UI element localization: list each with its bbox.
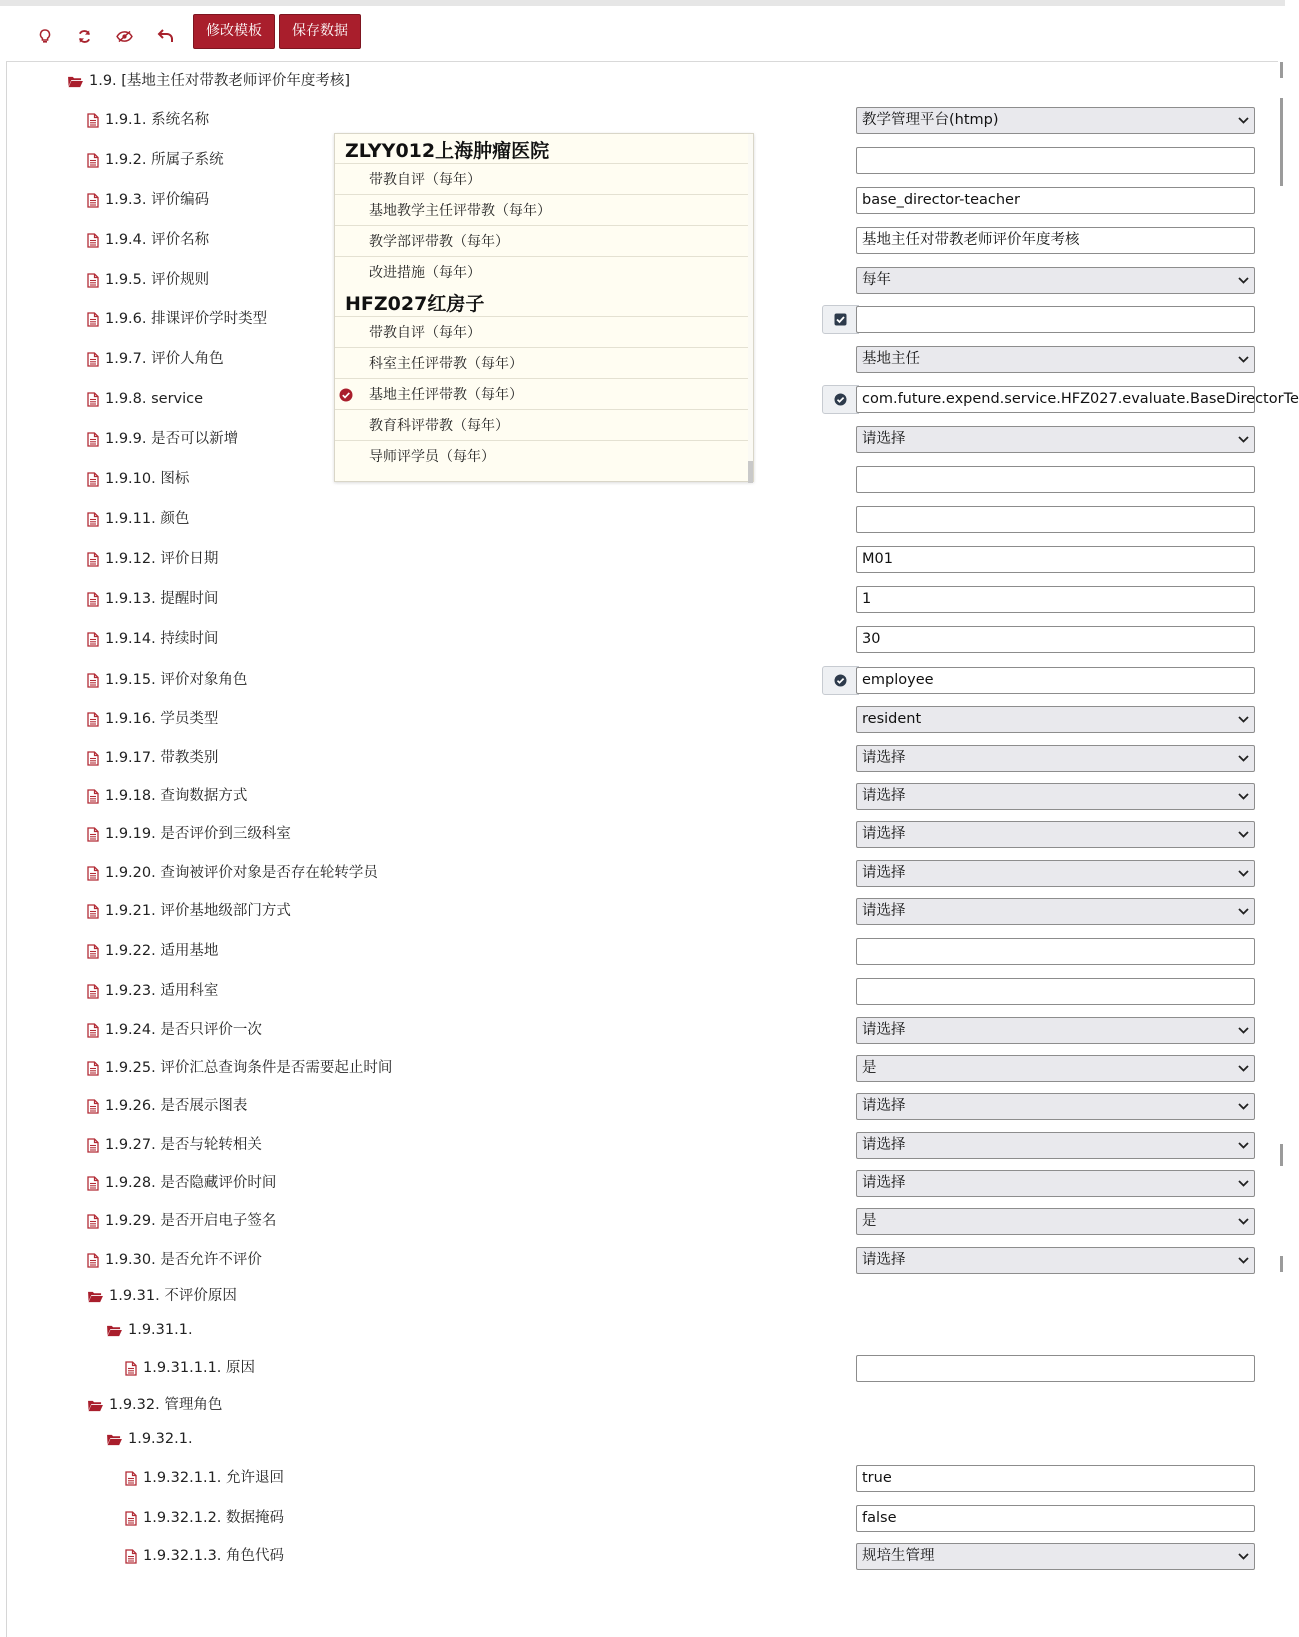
input-value: 基地主任对带教老师评价年度考核 (862, 232, 1080, 248)
field-input[interactable] (856, 227, 1255, 254)
folder-open-icon (106, 1324, 123, 1337)
field-label (87, 1244, 262, 1276)
file-icon (87, 789, 99, 804)
chevron-down-icon (1238, 355, 1249, 364)
field-label-text: 1.9.30. 是否允许不评价 (105, 1252, 262, 1268)
field-label (87, 583, 218, 615)
chevron-down-icon (1238, 869, 1249, 878)
dropdown-option[interactable] (335, 378, 750, 410)
dropdown-option-label: 教育科评带教（每年） (369, 418, 509, 434)
tree-root-text: 1.9. [基地主任对带教老师评价年度考核] (89, 73, 351, 89)
input-value: 30 (862, 631, 881, 647)
field-label (87, 343, 224, 375)
field-label-text: 1.9.7. 评价人角色 (105, 351, 224, 367)
field-input[interactable] (856, 386, 1299, 413)
chevron-down-icon (1238, 1026, 1249, 1035)
field-label (87, 1052, 392, 1084)
file-icon (87, 673, 99, 688)
field-input[interactable] (856, 978, 1255, 1005)
field-select[interactable] (856, 1055, 1255, 1082)
field-label (87, 1280, 237, 1312)
file-icon (125, 1471, 137, 1486)
file-icon (125, 1361, 137, 1376)
field-label (106, 1314, 193, 1346)
field-label (87, 1129, 262, 1161)
file-icon (87, 1061, 99, 1076)
field-select[interactable] (856, 898, 1255, 925)
field-label-text: 1.9.25. 评价汇总查询条件是否需要起止时间 (105, 1060, 393, 1076)
field-label (87, 503, 189, 535)
select-value: 请选择 (862, 826, 906, 842)
file-icon (87, 827, 99, 842)
check-circle-icon (339, 388, 353, 402)
tree-field-row (7, 1129, 1279, 1161)
file-icon (87, 312, 99, 327)
tree-field-row (7, 1052, 1279, 1084)
tree-field-row (7, 1502, 1279, 1534)
file-icon (87, 632, 99, 647)
dropdown-option[interactable] (335, 256, 750, 288)
field-select[interactable] (856, 267, 1255, 294)
folder-open-icon (67, 75, 84, 88)
dropdown-option[interactable] (335, 409, 750, 441)
dropdown-option[interactable] (335, 347, 750, 379)
field-input[interactable] (856, 626, 1255, 653)
input-value: M01 (862, 551, 893, 567)
tree-field-row (7, 1014, 1279, 1046)
select-value: 规培生管理 (862, 1548, 935, 1564)
tree-folder-row[interactable] (7, 1280, 1279, 1312)
chevron-down-icon (1238, 830, 1249, 839)
dropdown-group-title: HFZ027红房子 (345, 293, 485, 315)
field-select[interactable] (856, 1017, 1255, 1044)
tree-field-row (7, 1090, 1279, 1122)
field-label-text: 1.9.26. 是否展示图表 (105, 1098, 248, 1114)
file-icon (87, 233, 99, 248)
field-label (87, 224, 209, 256)
select-value: 教学管理平台(htmp) (862, 112, 999, 128)
folder-open-icon (87, 1399, 104, 1412)
tree-field-row (7, 935, 1279, 967)
field-label (87, 895, 291, 927)
field-label (87, 935, 218, 967)
field-label (87, 423, 238, 455)
tree-field-row (7, 703, 1279, 735)
tree-field-row (7, 975, 1279, 1007)
chevron-down-icon (1238, 792, 1249, 801)
select-value: 请选择 (862, 750, 906, 766)
dropdown-option-label: 带教自评（每年） (369, 172, 481, 188)
tree-field-row (7, 583, 1279, 615)
file-icon (87, 1099, 99, 1114)
page-scrollbar[interactable] (1278, 62, 1285, 1637)
field-label (125, 1462, 284, 1494)
field-label (87, 144, 224, 176)
field-label (87, 104, 209, 136)
field-input[interactable] (856, 306, 1255, 333)
field-label (87, 1205, 276, 1237)
dropdown-option[interactable] (335, 440, 750, 472)
chevron-down-icon (1238, 435, 1249, 444)
field-select[interactable] (856, 745, 1255, 772)
check-circle-icon[interactable] (822, 385, 859, 414)
chevron-down-icon (1238, 1141, 1249, 1150)
field-input[interactable] (856, 466, 1255, 493)
field-label-text: 1.9.27. 是否与轮转相关 (105, 1137, 262, 1153)
field-label-text: 1.9.29. 是否开启电子签名 (105, 1213, 277, 1229)
dropdown-scrollbar[interactable] (748, 134, 753, 483)
field-label (87, 1389, 222, 1421)
dropdown-option-label: 基地教学主任评带教（每年） (369, 203, 551, 219)
field-label (87, 463, 189, 495)
input-value: false (862, 1510, 897, 1526)
field-label-text: 1.9.24. 是否只评价一次 (105, 1022, 262, 1038)
field-label (87, 264, 209, 296)
file-icon (87, 153, 99, 168)
field-select[interactable] (856, 346, 1255, 373)
field-label (87, 703, 218, 735)
field-label (87, 543, 218, 575)
input-value: com.future.expend.service.HFZ027.evaluate.BaseDirectorTe (862, 391, 1299, 407)
field-select[interactable] (856, 783, 1255, 810)
service-dropdown-panel (334, 133, 754, 482)
dropdown-option-label: 导师评学员（每年） (369, 449, 495, 465)
chevron-down-icon (1238, 276, 1249, 285)
field-label-text: 1.9.32.1. (128, 1431, 193, 1447)
field-label-text: 1.9.12. 评价日期 (105, 551, 219, 567)
save-data-button[interactable]: 保存数据 (279, 14, 361, 49)
edit-template-button[interactable]: 修改模板 (193, 14, 275, 49)
dropdown-option-label: 带教自评（每年） (369, 325, 481, 341)
select-value: 是 (862, 1213, 877, 1229)
file-icon (87, 552, 99, 567)
select-value: 请选择 (862, 903, 906, 919)
field-label-text: 1.9.21. 评价基地级部门方式 (105, 903, 291, 919)
tree-field-row (7, 104, 1279, 136)
file-icon (125, 1549, 137, 1564)
field-label-text: 1.9.14. 持续时间 (105, 631, 219, 647)
dropdown-option[interactable] (335, 194, 750, 226)
select-value: 请选择 (862, 788, 906, 804)
field-label-text: 1.9.28. 是否隐藏评价时间 (105, 1175, 277, 1191)
dropdown-group-title: ZLYY012上海肿瘤医院 (345, 140, 550, 162)
field-select[interactable] (856, 107, 1255, 134)
chevron-down-icon (1238, 754, 1249, 763)
file-icon (87, 1253, 99, 1268)
check-circle-icon[interactable] (822, 666, 859, 695)
field-label (87, 1167, 276, 1199)
field-input[interactable] (856, 667, 1255, 694)
file-icon (87, 866, 99, 881)
select-value: 基地主任 (862, 351, 920, 367)
field-label (106, 1423, 193, 1455)
field-label-text: 1.9.4. 评价名称 (105, 232, 210, 248)
field-label-text: 1.9.15. 评价对象角色 (105, 672, 248, 688)
field-input[interactable] (856, 1465, 1255, 1492)
tree-field-row (7, 503, 1279, 535)
select-value: 请选择 (862, 431, 906, 447)
field-select[interactable] (856, 1093, 1255, 1120)
field-input[interactable] (856, 938, 1255, 965)
field-label-text: 1.9.9. 是否可以新增 (105, 431, 239, 447)
tree-field-row (7, 664, 1279, 696)
input-value: employee (862, 672, 934, 688)
field-label-text: 1.9.6. 排课评价学时类型 (105, 311, 268, 327)
field-label (87, 818, 291, 850)
dropdown-option-label: 科室主任评带教（每年） (369, 356, 523, 372)
tree-field-row (7, 1244, 1279, 1276)
tree-root-label (67, 65, 350, 97)
file-icon (87, 352, 99, 367)
file-icon (87, 1214, 99, 1229)
tree-folder-row[interactable] (7, 1314, 1279, 1346)
file-icon (87, 273, 99, 288)
field-label-text: 1.9.11. 颜色 (105, 511, 190, 527)
field-input[interactable] (856, 546, 1255, 573)
field-label-text: 1.9.3. 评价编码 (105, 192, 210, 208)
field-label-text: 1.9.22. 适用基地 (105, 943, 219, 959)
field-label-text: 1.9.17. 带教类别 (105, 750, 219, 766)
chevron-down-icon (1238, 1064, 1249, 1073)
field-label-text: 1.9.31. 不评价原因 (109, 1288, 237, 1304)
field-label-text: 1.9.13. 提醒时间 (105, 591, 219, 607)
select-value: 请选择 (862, 1252, 906, 1268)
file-icon (87, 712, 99, 727)
chevron-down-icon (1238, 116, 1249, 125)
tree-field-row (7, 780, 1279, 812)
file-icon (87, 904, 99, 919)
field-input[interactable] (856, 147, 1255, 174)
field-label-text: 1.9.32.1.3. 角色代码 (143, 1548, 285, 1564)
dropdown-option-label: 改进措施（每年） (369, 265, 481, 281)
select-value: 是 (862, 1060, 877, 1076)
file-icon (87, 432, 99, 447)
tree-field-row (7, 1205, 1279, 1237)
dropdown-option[interactable] (335, 225, 750, 257)
field-label-text: 1.9.23. 适用科室 (105, 983, 219, 999)
field-select[interactable] (856, 1208, 1255, 1235)
tree-root-row[interactable] (7, 65, 1279, 97)
chevron-down-icon (1238, 1217, 1249, 1226)
file-icon (87, 751, 99, 766)
file-icon (87, 592, 99, 607)
dropdown-option[interactable] (335, 316, 750, 348)
undo-icon[interactable] (154, 24, 178, 48)
field-label-text: 1.9.19. 是否评价到三级科室 (105, 826, 291, 842)
select-value: 每年 (862, 272, 891, 288)
dropdown-option[interactable] (335, 163, 750, 195)
select-value: resident (862, 711, 922, 727)
field-select[interactable] (856, 821, 1255, 848)
field-label (87, 1014, 262, 1046)
field-label (87, 1090, 247, 1122)
field-label (87, 742, 218, 774)
field-label-text: 1.9.8. service (105, 391, 204, 407)
field-label-text: 1.9.31.1. (128, 1322, 193, 1338)
chevron-down-icon (1238, 1179, 1249, 1188)
file-icon (87, 1176, 99, 1191)
field-label (87, 664, 247, 696)
select-value: 请选择 (862, 1137, 906, 1153)
select-value: 请选择 (862, 1175, 906, 1191)
file-icon (87, 113, 99, 128)
field-select[interactable] (856, 426, 1255, 453)
tree-field-row (7, 623, 1279, 655)
tree-field-row (7, 818, 1279, 850)
field-label (87, 780, 247, 812)
field-label-text: 1.9.31.1.1. 原因 (143, 1360, 256, 1376)
input-value: true (862, 1470, 892, 1486)
field-label-text: 1.9.1. 系统名称 (105, 112, 210, 128)
field-label-text: 1.9.32. 管理角色 (109, 1397, 223, 1413)
field-label (87, 623, 218, 655)
file-icon (87, 1023, 99, 1038)
field-select[interactable] (856, 1247, 1255, 1274)
tree-field-row (7, 895, 1279, 927)
field-input[interactable] (856, 506, 1255, 533)
tree-field-row (7, 1462, 1279, 1494)
field-select[interactable] (856, 1543, 1255, 1570)
dropdown-option-label: 基地主任评带教（每年） (369, 387, 523, 403)
tree-field-row (7, 742, 1279, 774)
field-label-text: 1.9.18. 查询数据方式 (105, 788, 248, 804)
field-select[interactable] (856, 1132, 1255, 1159)
select-value: 请选择 (862, 865, 906, 881)
field-label (87, 857, 378, 889)
tree-field-row (7, 1167, 1279, 1199)
chevron-down-icon (1238, 1256, 1249, 1265)
file-icon (87, 392, 99, 407)
folder-open-icon (106, 1433, 123, 1446)
file-icon (87, 193, 99, 208)
chevron-down-icon (1238, 907, 1249, 916)
field-label (87, 975, 218, 1007)
field-label-text: 1.9.32.1.2. 数据掩码 (143, 1510, 285, 1526)
field-label-text: 1.9.5. 评价规则 (105, 272, 210, 288)
field-input[interactable] (856, 586, 1255, 613)
field-input[interactable] (856, 187, 1255, 214)
file-icon (87, 984, 99, 999)
field-label-text: 1.9.10. 图标 (105, 471, 190, 487)
check-square-icon[interactable] (822, 305, 859, 334)
field-select[interactable] (856, 860, 1255, 887)
chevron-down-icon (1238, 1552, 1249, 1561)
chevron-down-icon (1238, 715, 1249, 724)
field-label (87, 184, 209, 216)
file-icon (87, 944, 99, 959)
folder-open-icon (87, 1290, 104, 1303)
dropdown-option-label: 教学部评带教（每年） (369, 234, 509, 250)
field-label-text: 1.9.32.1.1. 允许退回 (143, 1470, 285, 1486)
tree-folder-row[interactable] (7, 1389, 1279, 1421)
field-label (125, 1540, 284, 1572)
field-label-text: 1.9.2. 所属子系统 (105, 152, 224, 168)
file-icon (87, 472, 99, 487)
file-icon (87, 1138, 99, 1153)
field-label (87, 303, 267, 335)
input-value: 1 (862, 591, 872, 607)
select-value: 请选择 (862, 1098, 906, 1114)
field-select[interactable] (856, 1170, 1255, 1197)
field-input[interactable] (856, 1505, 1255, 1532)
field-label (125, 1352, 255, 1384)
field-select[interactable] (856, 706, 1255, 733)
file-icon (125, 1511, 137, 1526)
tree-field-row (7, 1540, 1279, 1572)
tree-field-row (7, 1352, 1279, 1384)
field-label (125, 1502, 284, 1534)
toolbar (6, 6, 1278, 62)
tree-field-row (7, 857, 1279, 889)
field-label-text: 1.9.20. 查询被评价对象是否存在轮转学员 (105, 865, 378, 881)
field-input[interactable] (856, 1355, 1255, 1382)
eye-slash-icon[interactable] (112, 24, 136, 48)
input-value: base_director-teacher (862, 192, 1020, 208)
field-label-text: 1.9.16. 学员类型 (105, 711, 219, 727)
tree-folder-row[interactable] (7, 1423, 1279, 1455)
refresh-icon[interactable] (72, 24, 96, 48)
bulb-icon[interactable] (33, 24, 57, 48)
chevron-down-icon (1238, 1102, 1249, 1111)
file-icon (87, 512, 99, 527)
field-label (87, 383, 203, 415)
tree-field-row (7, 543, 1279, 575)
select-value: 请选择 (862, 1022, 906, 1038)
